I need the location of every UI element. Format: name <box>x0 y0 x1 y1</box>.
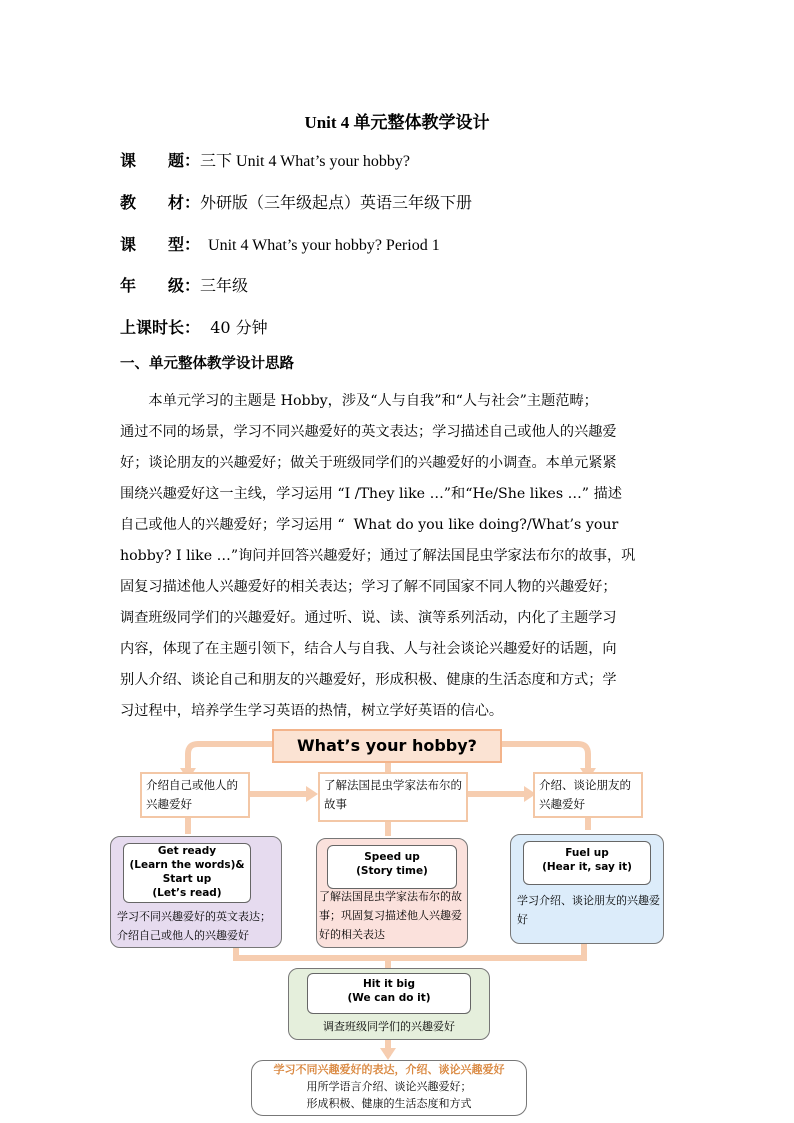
para-line: 好；谈论朋友的兴趣爱好；做关于班级同学们的兴趣爱好的小调查。本单元紧紧 <box>120 455 617 471</box>
para-line: 本单元学习的主题是 Hobby，涉及“人与自我”和“人与社会”主题范畴； <box>120 393 598 409</box>
stage-line: Get ready <box>157 845 217 857</box>
para-line: hobby? I like …”询问并回答兴趣爱好；通过了解法国昆虫学家法布尔的故事，巩 <box>120 548 636 564</box>
page-title: Unit 4 单元整体教学设计 <box>304 113 490 132</box>
stage-fuel-up <box>510 834 664 944</box>
para-line: 别人介绍、谈论自己和朋友的兴趣爱好，形成积极、健康的生活态度和方式；学 <box>120 672 617 688</box>
stage-get-ready-title <box>123 843 251 903</box>
stage-line: Start up <box>162 873 212 885</box>
meta-duration: 上课时长： 40 分钟 <box>120 318 268 337</box>
para-line: 围绕兴趣爱好这一主线，学习运用 “I /They like …”和“He/She likes …” 描述 <box>120 486 622 502</box>
unit-flow-diagram <box>100 722 700 1122</box>
stage-speed-up-title <box>327 845 457 889</box>
stage-fuel-up-title <box>523 841 651 885</box>
goal-talk-friends: 介绍、谈论朋友的兴趣爱好 <box>533 772 643 818</box>
para-line: 习过程中，培养学生学习英语的热情，树立学好英语的信心。 <box>120 703 504 719</box>
para-line: 固复习描述他人兴趣爱好的相关表达；学习了解不同国家不同人物的兴趣爱好； <box>120 579 617 595</box>
outcome-line-3: 形成积极、健康的生活态度和方式 <box>306 1097 472 1110</box>
para-line: 自己或他人的兴趣爱好；学习运用 “ What do you like doing?/What’s your <box>120 517 619 533</box>
meta-topic: 课 题：三下 Unit 4 What’s your hobby? <box>120 151 410 170</box>
stage-hit-it-big-title <box>307 973 471 1014</box>
section-heading: 一、单元整体教学设计思路 <box>120 355 294 372</box>
stage-line: Speed up <box>364 851 420 863</box>
meta-textbook: 教 材：外研版（三年级起点）英语三年级下册 <box>120 193 473 212</box>
stage-line: (Hear it, say it) <box>542 861 632 873</box>
stage-line: (Story time) <box>356 865 428 877</box>
stage-hit-it-big <box>288 968 490 1040</box>
diagram-outcome <box>251 1060 527 1116</box>
para-line: 内容，体现了在主题引领下，结合人与自我、人与社会谈论兴趣爱好的话题，向 <box>120 641 617 657</box>
body-paragraph <box>120 386 672 727</box>
goal-fabre-story: 了解法国昆虫学家法布尔的故事 <box>318 772 468 822</box>
stage-fuel-up-desc: 学习介绍、谈论朋友的兴趣爱好 <box>517 894 660 926</box>
para-line: 调查班级同学们的兴趣爱好。通过听、说、读、演等系列活动，内化了主题学习 <box>120 610 617 626</box>
stage-hit-it-big-desc: 调查班级同学们的兴趣爱好 <box>323 1020 455 1033</box>
stage-get-ready-desc: 学习不同兴趣爱好的英文表达；介绍自己或他人的兴趣爱好 <box>117 910 271 942</box>
stage-line: (Let’s read) <box>152 887 222 899</box>
outcome-line-1: 学习不同兴趣爱好的表达，介绍、谈论兴趣爱好 <box>273 1063 505 1076</box>
meta-grade: 年 级：三年级 <box>120 276 249 295</box>
stage-line: Hit it big <box>363 978 415 990</box>
para-line: 通过不同的场景，学习不同兴趣爱好的英文表达；学习描述自己或他人的兴趣爱 <box>120 424 617 440</box>
stage-speed-up <box>316 838 468 948</box>
stage-get-ready <box>110 836 282 948</box>
stage-line: (Learn the words)& <box>129 859 245 871</box>
stage-speed-up-desc: 了解法国昆虫学家法布尔的故事；巩固复习描述他人兴趣爱好的相关表达 <box>319 890 462 941</box>
meta-type: 课 型： Unit 4 What’s your hobby? Period 1 <box>120 235 440 254</box>
diagram-top-question: What’s your hobby? <box>272 729 502 763</box>
goal-intro-self: 介绍自己或他人的兴趣爱好 <box>140 772 250 818</box>
stage-line: (We can do it) <box>347 992 431 1004</box>
outcome-line-2: 用所学语言介绍、谈论兴趣爱好； <box>306 1080 472 1093</box>
stage-line: Fuel up <box>565 847 609 859</box>
